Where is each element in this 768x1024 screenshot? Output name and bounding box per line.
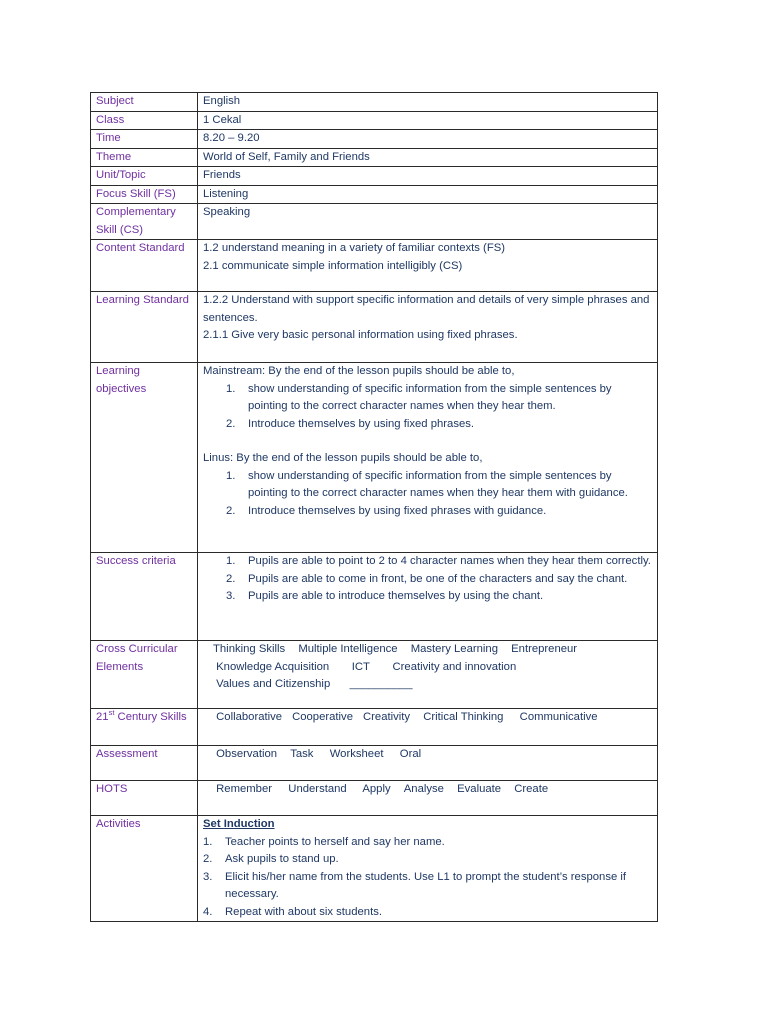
activities-label: Activities [91, 816, 198, 922]
cross-curricular-line: Values and Citizenship __________ [216, 678, 413, 690]
focus-skill-value: Listening [198, 185, 658, 204]
activities-value [198, 816, 658, 922]
hots-label: HOTS [91, 781, 198, 816]
theme-value: World of Self, Family and Friends [198, 148, 658, 167]
content-standard-label: Content Standard [91, 240, 198, 292]
cross-curricular-line: Knowledge Acquisition ICT Creativity and innovation [216, 660, 517, 673]
time-value: 8.20 – 9.20 [198, 130, 658, 149]
table-row [91, 167, 658, 186]
theme-label: Theme [91, 148, 198, 167]
table-row [91, 816, 658, 922]
list-item: 2. Ask pupils to stand up. [203, 853, 339, 865]
complementary-skill-label: Complementary Skill (CS) [91, 204, 198, 240]
success-criteria-value [198, 553, 658, 641]
list-item: 1. Teacher points to herself and say her name. [203, 835, 445, 848]
linus-intro: Linus: By the end of the lesson pupils should be able to, [203, 452, 483, 464]
success-list [203, 553, 652, 606]
linus-list [203, 468, 652, 521]
lesson-plan-table [90, 92, 658, 922]
list-item: 1. show understanding of specific information from the simple sentences by pointing to the correct character names when they hear them with guidance. [226, 469, 628, 499]
assessment-value: Observation Task Worksheet Oral [198, 746, 658, 781]
learning-standard-line: 2.1.1 Give very basic personal information using fixed phrases. [203, 329, 518, 341]
table-row [91, 641, 658, 709]
mainstream-intro: Mainstream: By the end of the lesson pupils should be able to, [203, 365, 515, 377]
table-row [91, 185, 658, 204]
list-item: 1. Pupils are able to point to 2 to 4 character names when they hear them correctly. [226, 555, 651, 567]
table-row [91, 781, 658, 816]
cross-curricular-line: Thinking Skills Multiple Intelligence Mastery Learning Entrepreneur [213, 643, 578, 655]
table-row [91, 204, 658, 240]
table-row [91, 240, 658, 292]
content-standard-value [198, 240, 658, 292]
list-item: 1. show understanding of specific information from the simple sentences by pointing to the correct character names when they hear them. [226, 382, 612, 412]
set-induction-heading: Set Induction [203, 818, 275, 830]
class-label: Class [91, 111, 198, 130]
assessment-label: Assessment [91, 746, 198, 781]
complementary-skill-value: Speaking [198, 204, 658, 240]
cross-curricular-value [198, 641, 658, 709]
success-criteria-label: Success criteria [91, 553, 198, 641]
table-row [91, 130, 658, 149]
cross-curricular-label: Cross Curricular Elements [91, 641, 198, 709]
list-item: 2. Introduce themselves by using fixed phrases with guidance. [226, 504, 547, 517]
mainstream-list [203, 381, 652, 434]
content-standard-line: 2.1 communicate simple information intelligibly (CS) [203, 259, 463, 272]
list-item: 3. Pupils are able to introduce themselves by using the chant. [226, 590, 544, 602]
time-label: Time [91, 130, 198, 149]
century-skills-value: Collaborative Cooperative Creativity Critical Thinking Communicative [198, 709, 658, 746]
class-value: 1 Cekal [198, 111, 658, 130]
unit-value: Friends [198, 167, 658, 186]
subject-value: English [198, 93, 658, 112]
table-row [91, 709, 658, 746]
content-standard-line: 1.2 understand meaning in a variety of familiar contexts (FS) [203, 242, 506, 254]
activities-list [203, 834, 652, 922]
learning-standard-label: Learning Standard [91, 292, 198, 363]
table-row [91, 148, 658, 167]
table-row [91, 746, 658, 781]
list-item: 2. Introduce themselves by using fixed phrases. [226, 417, 475, 430]
learning-standard-value [198, 292, 658, 363]
lesson-plan-document [90, 92, 658, 922]
century-skills-label: 21st Century Skills [91, 709, 198, 746]
list-item: 4. Repeat with about six students. [203, 905, 382, 918]
subject-label: Subject [91, 93, 198, 112]
learning-objectives-value [198, 363, 658, 553]
table-row [91, 292, 658, 363]
learning-objectives-label: Learning objectives [91, 363, 198, 553]
table-row [91, 93, 658, 112]
table-row [91, 363, 658, 553]
unit-label: Unit/Topic [91, 167, 198, 186]
hots-value: Remember Understand Apply Analyse Evaluate Create [198, 781, 658, 816]
list-item: 3. Elicit his/her name from the students. Use L1 to prompt the student’s response if necessary. [203, 870, 627, 900]
learning-standard-line: 1.2.2 Understand with support specific information and details of very simple phrases and sentences. [203, 294, 650, 324]
list-item: 2. Pupils are able to come in front, be one of the characters and say the chant. [226, 572, 628, 585]
table-row [91, 111, 658, 130]
table-row [91, 553, 658, 641]
focus-skill-label: Focus Skill (FS) [91, 185, 198, 204]
